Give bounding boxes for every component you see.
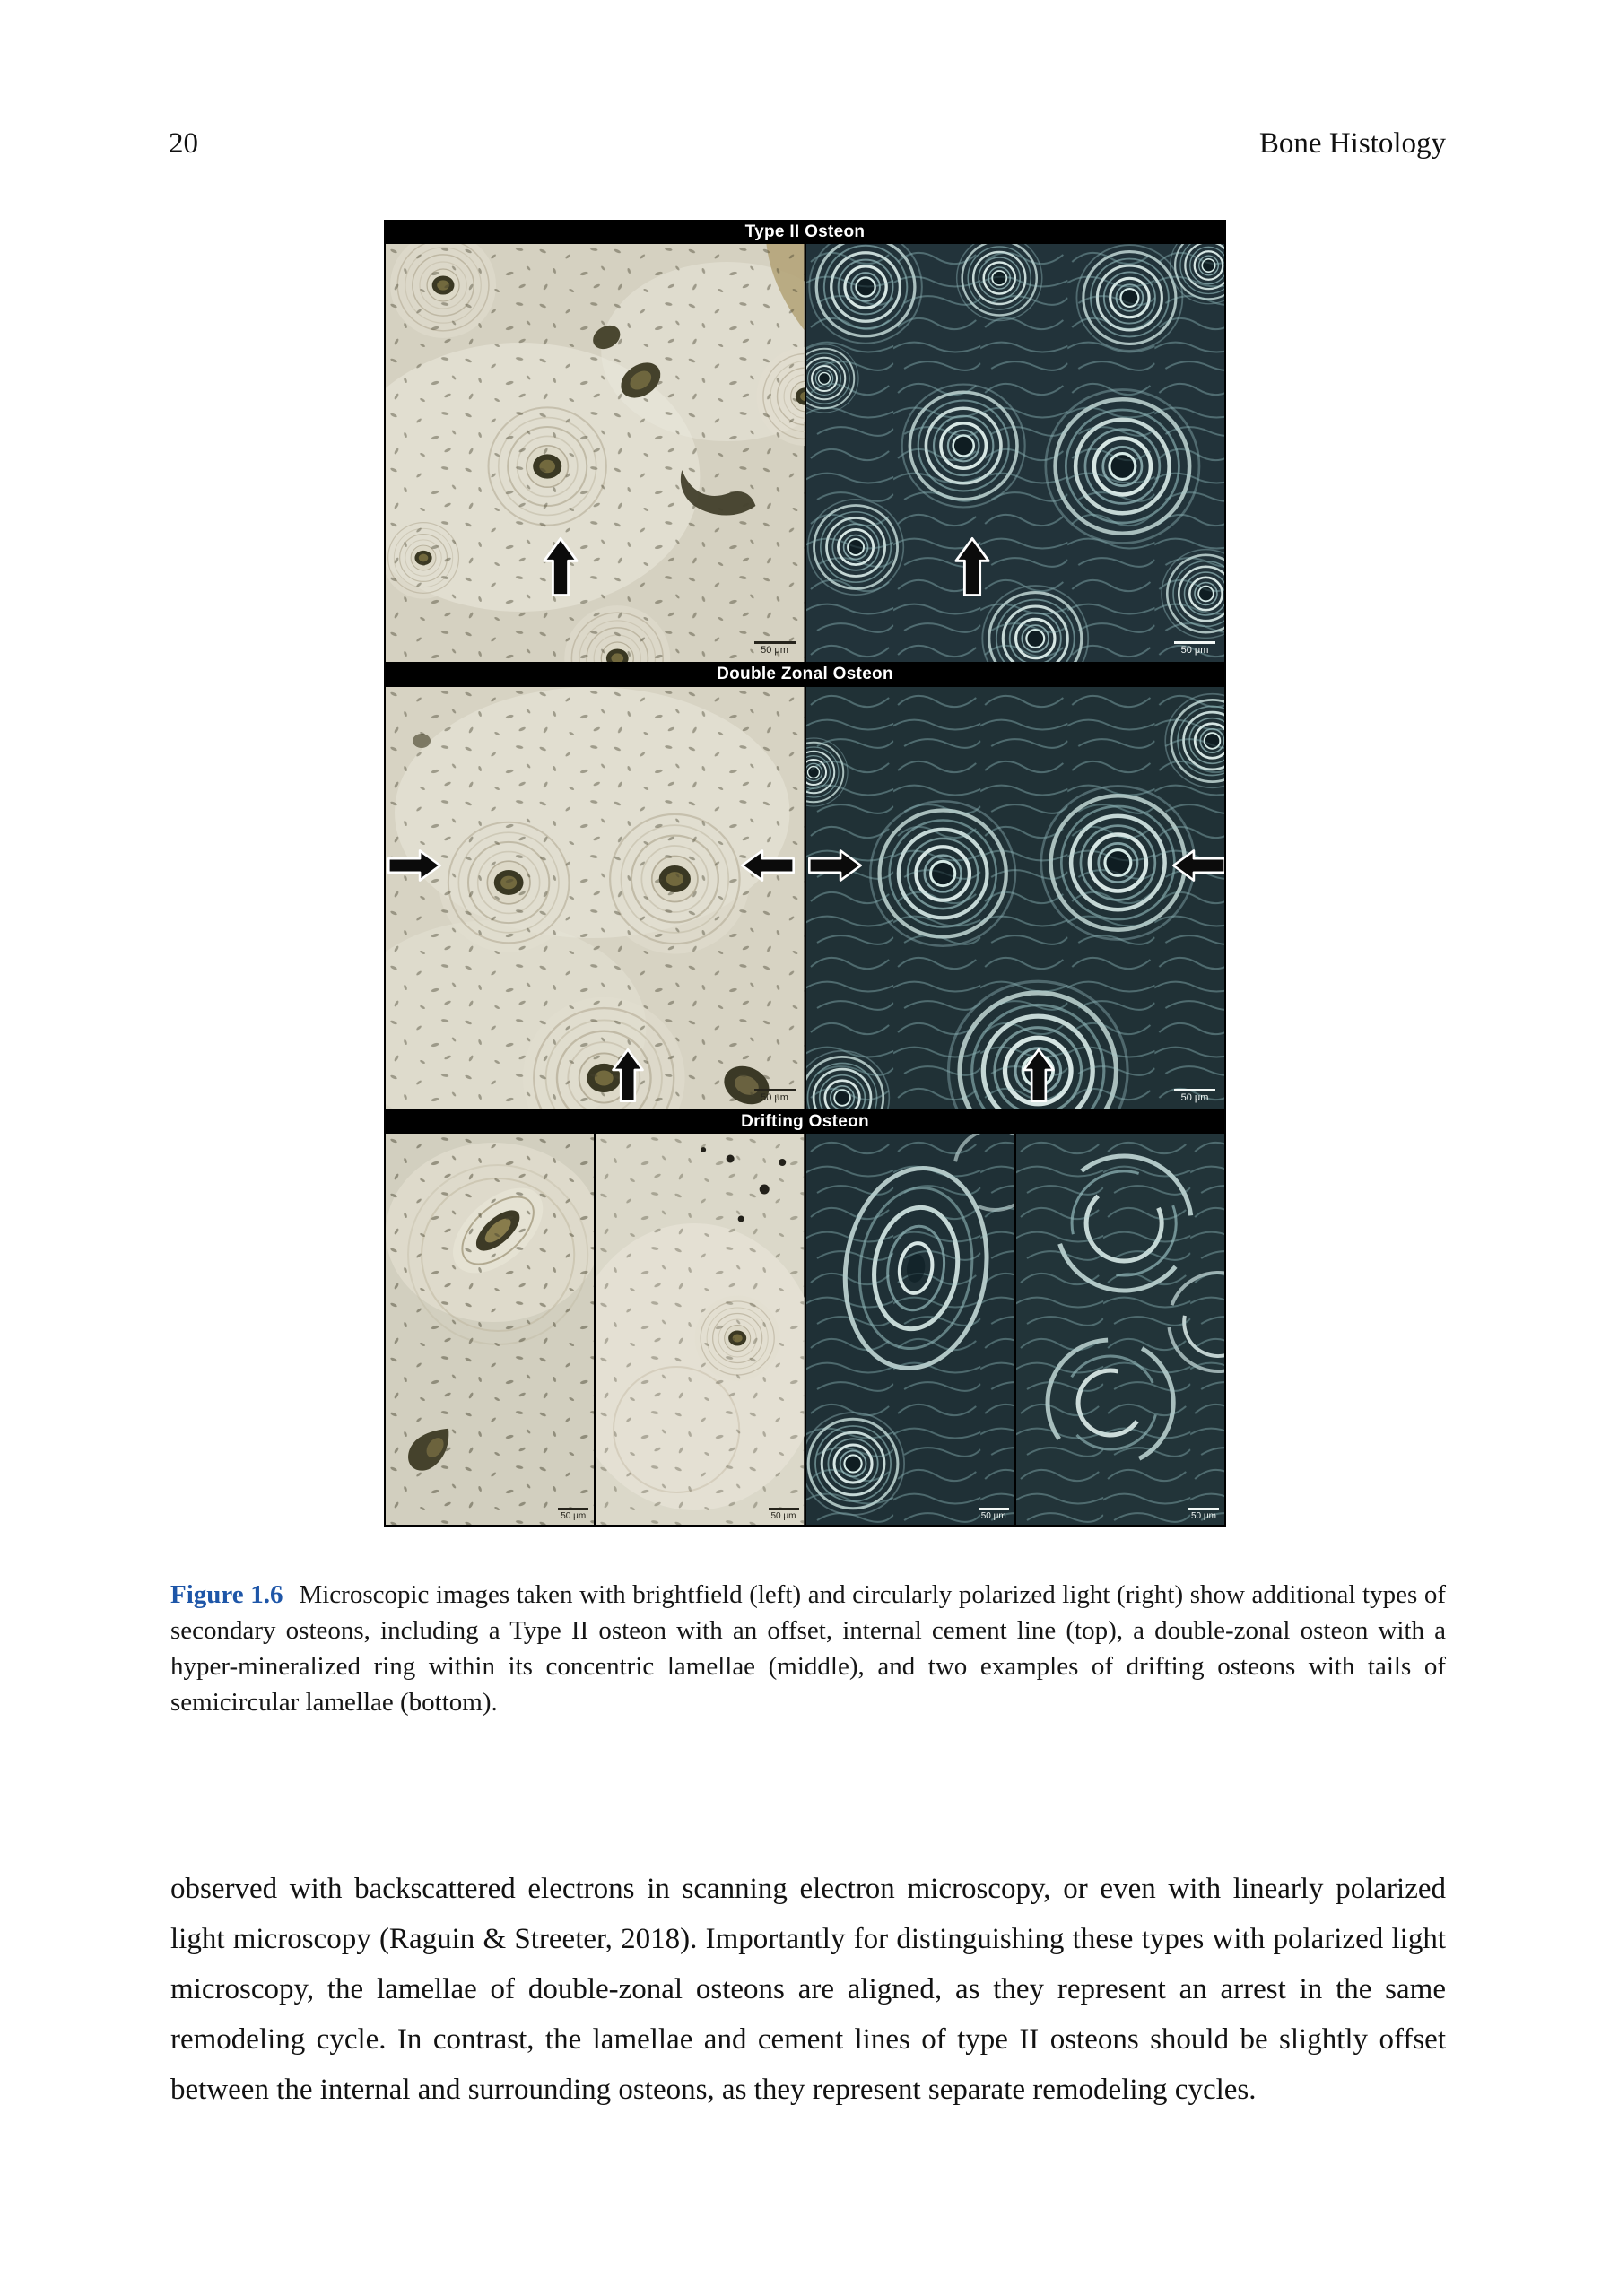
running-head-title: Bone Histology — [1258, 127, 1446, 160]
micrograph-type-ii-brightfield — [386, 244, 805, 662]
polarized-image — [806, 244, 1225, 662]
figure-row-double-zonal — [384, 687, 1226, 1109]
brightfield-image — [386, 1134, 594, 1525]
scale-bar-line — [754, 1089, 796, 1091]
scale-bar-line — [1174, 1089, 1215, 1091]
scale-bar-label: 50 μm — [761, 645, 788, 656]
brightfield-image — [386, 244, 805, 662]
scale-bar-line — [754, 641, 796, 644]
micrograph-double-zonal-brightfield — [386, 687, 805, 1109]
scale-bar-label: 50 μm — [1180, 1092, 1209, 1103]
scale-bar — [1174, 641, 1215, 656]
body-paragraph: observed with backscattered electrons in scanning electron microscopy, or even with linearly polarized light microscopy (Raguin & Streeter, 2018). Importantly for distinguishing these types with polarized light microscopy, the lamellae of double-zonal osteons are aligned, as they represent an arrest in the same remodeling cycle. In contrast, the lamellae and cement lines of type II osteons should be slightly offset between the internal and surrounding osteons, as they represent separate remodeling cycles. — [170, 1873, 1446, 2106]
micrograph-double-zonal-polarized — [806, 687, 1225, 1109]
scale-bar-label: 50 μm — [561, 1511, 587, 1521]
scale-bar — [1188, 1508, 1219, 1521]
micrograph-drifting-brightfield-1 — [386, 1134, 594, 1525]
left-arrow-icon — [1171, 848, 1225, 883]
left-arrow-icon — [739, 848, 796, 883]
up-arrow-icon — [610, 1047, 646, 1104]
panel-title-drifting-osteon: Drifting Osteon — [384, 1109, 1226, 1134]
figure-caption-label: Figure 1.6 — [170, 1580, 283, 1609]
scale-bar-line — [1174, 641, 1215, 644]
micrograph-drifting-brightfield-2 — [596, 1134, 804, 1525]
scale-bar-line — [769, 1508, 799, 1510]
brightfield-image — [386, 687, 805, 1109]
scale-bar-label: 50 μm — [1180, 645, 1209, 656]
scale-bar-line — [979, 1508, 1009, 1510]
scale-bar-line — [558, 1508, 588, 1510]
right-arrow-icon — [806, 848, 864, 883]
panel-title-double-zonal-osteon: Double Zonal Osteon — [384, 662, 1226, 687]
scale-bar-label: 50 μm — [980, 1511, 1006, 1521]
scale-bar — [1174, 1089, 1215, 1103]
figure-row-type-ii — [384, 244, 1226, 662]
brightfield-image — [596, 1134, 804, 1525]
up-arrow-icon — [953, 535, 992, 598]
figure-row-drifting — [384, 1134, 1226, 1525]
figure-caption-text: Microscopic images taken with brightfield (left) and circularly polarized light (right) show additional types of secondary osteons, including a Type II osteon with an offset, internal cement line (top), a double-zonal osteon with a hyper-mineralized ring within its concentric lamellae (middle), and two examples of drifting osteons with tails of semicircular lamellae (bottom). — [170, 1580, 1446, 1717]
running-head — [169, 126, 1446, 161]
up-arrow-icon — [541, 535, 580, 598]
scale-bar — [769, 1508, 799, 1521]
micrograph-drifting-polarized-1 — [806, 1134, 1014, 1525]
figure-1-6 — [384, 220, 1226, 1527]
panel-title-type-ii-osteon: Type II Osteon — [384, 220, 1226, 244]
up-arrow-icon — [1021, 1047, 1057, 1104]
micrograph-drifting-polarized-2 — [1016, 1134, 1224, 1525]
micrograph-type-ii-polarized — [806, 244, 1225, 662]
scale-bar — [754, 641, 796, 656]
figure-caption — [170, 1577, 1446, 1720]
scale-bar-label: 50 μm — [761, 1092, 788, 1103]
page-number: 20 — [169, 127, 198, 160]
scale-bar-label: 50 μm — [1191, 1511, 1216, 1521]
scale-bar-line — [1188, 1508, 1219, 1510]
scale-bar — [558, 1508, 588, 1521]
scale-bar-label: 50 μm — [770, 1511, 796, 1521]
polarized-image — [806, 1134, 1014, 1525]
right-arrow-icon — [386, 848, 443, 883]
scale-bar — [979, 1508, 1009, 1521]
scale-bar — [754, 1089, 796, 1103]
polarized-image — [806, 687, 1225, 1109]
polarized-image — [1016, 1134, 1224, 1525]
